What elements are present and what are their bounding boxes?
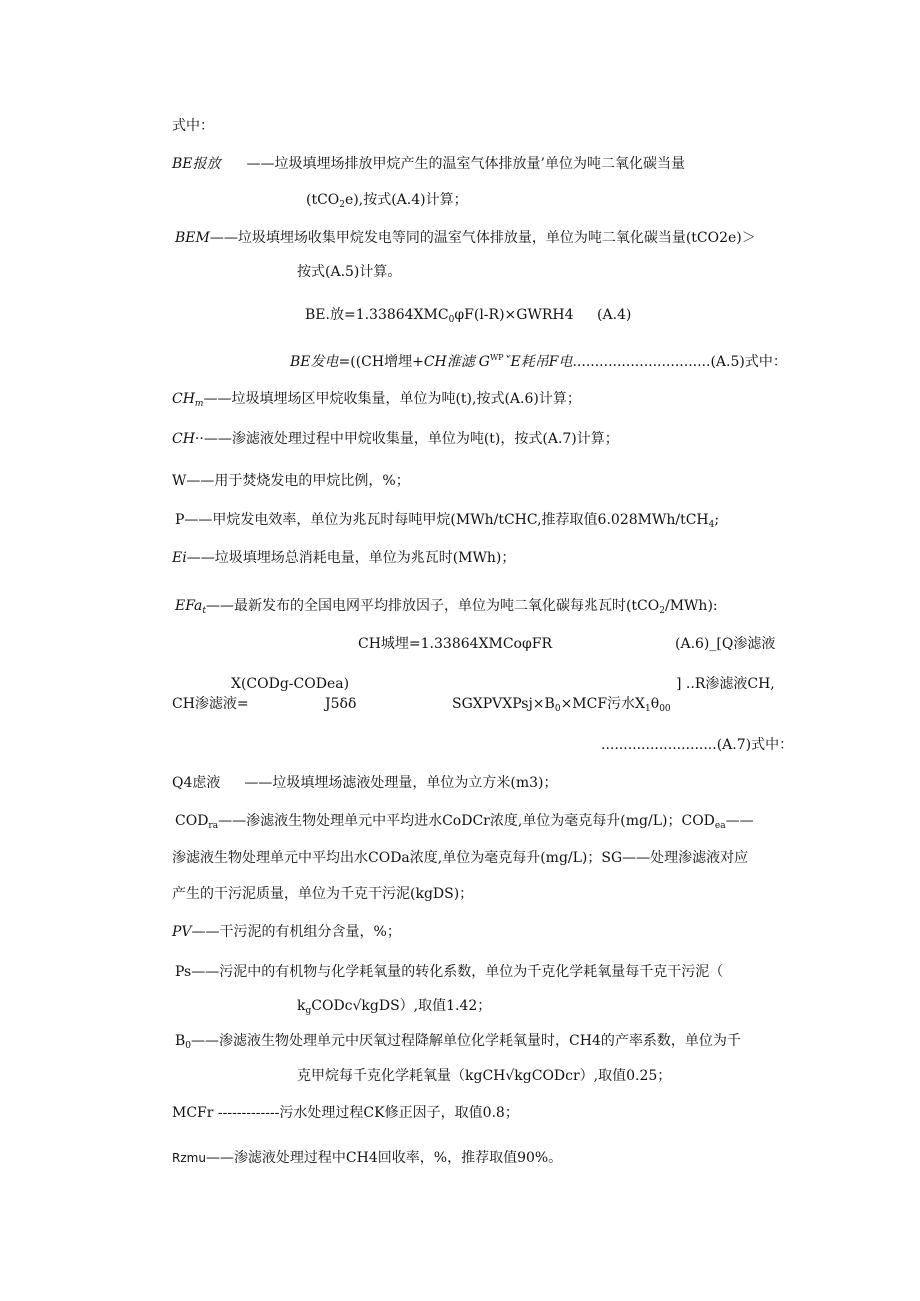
def-pv-text: ——干污泥的有机组分含量，%； (191, 924, 401, 940)
subscript: g (305, 1006, 312, 1016)
subscript: m (194, 399, 204, 409)
subscript: 2 (659, 606, 665, 616)
term-ch-l: CH·· (172, 431, 204, 447)
def-bem-cont: 按式(A.5)计算。 (297, 264, 402, 280)
def-cod-line1 (175, 811, 754, 831)
equation-a7-denominator: J5δδ (325, 696, 357, 712)
def-ei-text: ——垃圾填埋场总消耗电量，单位为兆瓦时(MWh)； (186, 550, 516, 566)
def-pv (172, 922, 401, 942)
equation-a7-rhs (452, 694, 671, 714)
equation-a5 (290, 352, 787, 372)
eq-a5-mid-a: =((CH增埋 (338, 354, 413, 370)
def-ei (172, 548, 515, 568)
def-ch-m (172, 389, 581, 409)
equation-a7-tail: ..........................(A.7)式中： (601, 737, 794, 753)
equation-a6: CH城埋=1.33864XMCoφFR (358, 636, 553, 652)
term-q4: Q4虑液 (172, 775, 221, 791)
def-ch-l-text: ——渗滤液处理过程中甲烷收集量，单位为吨(t)，按式(A.7)计算； (203, 431, 619, 447)
def-cod-ea-dash: —— (725, 813, 754, 829)
def-cod-line3: 产生的干污泥质量，单位为千克干污泥(kgDS)； (172, 886, 474, 902)
term-bem: BEM (175, 230, 210, 246)
def-be-emit (172, 154, 685, 174)
def-p (175, 510, 719, 530)
subscript: 4 (708, 520, 715, 530)
def-q4 (172, 773, 558, 793)
def-efa-text-a: ——最新发布的全国电网平均排放因子，单位为吨二氧化碳每兆瓦时(tCO (205, 598, 660, 614)
subscript: 0 (448, 315, 455, 325)
subscript: 00 (659, 704, 671, 714)
term-rzmu: Rzmu (172, 1151, 206, 1165)
def-bem (175, 228, 756, 248)
equation-a7-right: ] ..R渗滤液CH, (676, 676, 775, 692)
term-ei: Ei (172, 550, 187, 566)
eq-a7-rhs-a: SGXPVXPsj×B (452, 696, 555, 712)
def-bem-text: ——垃圾填埋场收集甲烷发电等同的温室气体排放量，单位为吨二氧化碳当量(tCO2e)＞ (209, 230, 756, 246)
term-b0: B (175, 1033, 186, 1049)
def-w: W——用于焚烧发电的甲烷比例，%； (172, 473, 410, 489)
subscript: t (202, 606, 206, 616)
def-be-emit-cont-b: e),按式(A.4)计算； (345, 192, 468, 208)
subscript: 0 (554, 704, 561, 714)
subscript: ra (208, 821, 219, 831)
eq-a5-mid-c: G (478, 354, 490, 370)
def-q4-text: ——垃圾填埋场滤液处理量，单位为立方米(m3)； (244, 775, 558, 791)
term-cod-ra: COD (175, 813, 209, 829)
def-b0-cont: 克甲烷每千克化学耗氧量（kgCH√kgCODcr）,取值0.25； (297, 1068, 672, 1084)
intro-label: 式中： (172, 118, 214, 134)
def-rzmu-text: ——渗滤液处理过程中CH4回收率，%，推荐取值90%。 (205, 1150, 563, 1166)
subscript: 0 (185, 1041, 192, 1051)
def-cod-line2: 渗滤液生物处理单元中平均出水CODa浓度,单位为毫克每升(mg/L)；SG——处理渗滤液对应 (172, 850, 749, 866)
def-be-emit-cont (306, 190, 468, 210)
subscript: ea (714, 821, 726, 831)
def-ch-l (172, 429, 619, 449)
eq-a7-rhs-b: ×MCF污水X (560, 696, 646, 712)
def-ps-cont (297, 996, 491, 1016)
def-b0-text: ——渗滤液生物处理单元中厌氧过程降解单位化学耗氧量时，CH4的产率系数，单位为千 (191, 1033, 741, 1049)
equation-a4-number: (A.4) (597, 307, 632, 323)
eq-a5-tail: ...............................(A.5)式中： (572, 354, 787, 370)
equation-a6-number: (A.6)_[Q渗滤液 (675, 636, 776, 652)
eq-a5-mid-d: ˇE耗吊F电 (503, 354, 573, 370)
def-p-text: P——甲烷发电效率，单位为兆瓦时每吨甲烷(MWh/tCHC,推荐取值6.028MWh/tCH (175, 512, 709, 528)
def-p-tail: ; (714, 512, 720, 528)
term-ch-m: CH (172, 391, 195, 407)
def-efa (175, 596, 718, 616)
subscript: 2 (339, 200, 346, 210)
def-ps-cont-b: CODc√kgDS）,取值1.42； (311, 998, 492, 1014)
term-be-emit: BE报放 (172, 156, 221, 172)
eq-a7-rhs-c: θ (650, 696, 660, 712)
def-ps-cont-a: k (297, 998, 306, 1014)
eq-a4-text-a: BE.放=1.33864XMC (305, 307, 449, 323)
def-mcf: MCFr -------------污水处理过程CK修正因子，取值0.8； (172, 1105, 519, 1121)
eq-a5-lhs: BE发电 (290, 354, 339, 370)
def-cod-ra-text: ——渗滤液生物处理单元中平均进水CoDCr浓度,单位为毫克每升(mg/L)；COD (218, 813, 715, 829)
def-rzmu (172, 1148, 562, 1168)
def-be-emit-text: ——垃圾填埋场排放甲烷产生的温室气体排放量’单位为吨二氧化碳当量 (246, 156, 685, 172)
def-be-emit-cont-a: (tCO (306, 192, 340, 208)
equation-a4 (305, 305, 574, 325)
def-efa-text-b: /MWh): (664, 598, 718, 614)
subscript: 1 (645, 704, 651, 714)
eq-a5-mid-b: +CH淮滤 (412, 354, 475, 370)
term-pv: PV (172, 924, 192, 940)
equation-a7-lhs: CH渗滤液= (172, 696, 249, 712)
def-ch-m-text: ——垃圾填埋场区甲烷收集量，单位为吨(t),按式(A.6)计算； (203, 391, 581, 407)
eq-a4-text-b: φF(l-R)×GWRH4 (454, 307, 574, 323)
term-efa: EFa (175, 598, 203, 614)
def-ps: Ps——污泥中的有机物与化学耗氧量的转化系数，单位为千克化学耗氧量每千克干污泥（ (175, 964, 724, 980)
equation-a7-numerator: X(CODg-CODea) (231, 676, 350, 692)
superscript: WP (489, 353, 504, 362)
def-b0 (175, 1031, 741, 1051)
